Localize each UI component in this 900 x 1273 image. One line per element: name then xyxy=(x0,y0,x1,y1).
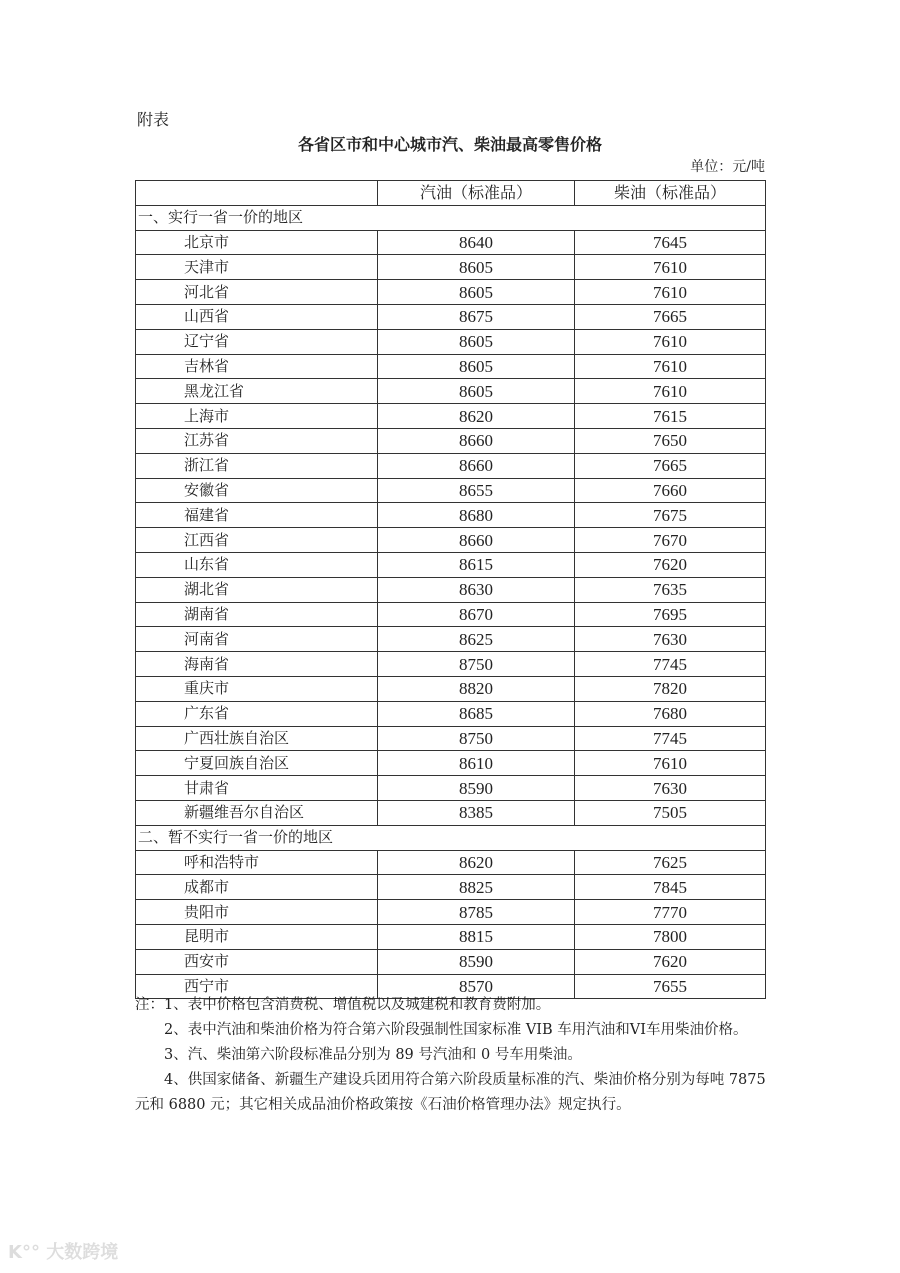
diesel-price: 7770 xyxy=(575,900,766,925)
section-row xyxy=(136,205,766,230)
diesel-price: 7820 xyxy=(575,676,766,701)
gasoline-price: 8660 xyxy=(378,453,575,478)
diesel-price: 7620 xyxy=(575,552,766,577)
gasoline-price: 8750 xyxy=(378,652,575,677)
gasoline-price: 8605 xyxy=(378,329,575,354)
notes xyxy=(135,993,770,1118)
region-name: 山东省 xyxy=(136,552,378,577)
gasoline-price: 8620 xyxy=(378,404,575,429)
diesel-price: 7675 xyxy=(575,503,766,528)
gasoline-price: 8825 xyxy=(378,875,575,900)
gasoline-price: 8815 xyxy=(378,924,575,949)
region-name: 西安市 xyxy=(136,949,378,974)
diesel-price: 7655 xyxy=(575,974,766,999)
table-row xyxy=(136,552,766,577)
table-row xyxy=(136,255,766,280)
table-row xyxy=(136,404,766,429)
gasoline-price: 8570 xyxy=(378,974,575,999)
table-row xyxy=(136,800,766,825)
table-row xyxy=(136,776,766,801)
region-name: 成都市 xyxy=(136,875,378,900)
table-row xyxy=(136,949,766,974)
table-row xyxy=(136,900,766,925)
region-name: 福建省 xyxy=(136,503,378,528)
gasoline-price: 8820 xyxy=(378,676,575,701)
table-row xyxy=(136,652,766,677)
gasoline-price: 8625 xyxy=(378,627,575,652)
gasoline-price: 8605 xyxy=(378,379,575,404)
diesel-price: 7615 xyxy=(575,404,766,429)
table-row xyxy=(136,726,766,751)
price-table xyxy=(135,180,766,999)
gasoline-price: 8660 xyxy=(378,528,575,553)
table-row xyxy=(136,503,766,528)
region-name: 昆明市 xyxy=(136,924,378,949)
note-4: 4、供国家储备、新疆生产建设兵团用符合第六阶段质量标准的汽、柴油价格分别为每吨 7875 元和 6880 元；其它相关成品油价格政策按《石油价格管理办法》规定执行。 xyxy=(135,1072,766,1113)
header-diesel: 柴油（标准品） xyxy=(575,181,766,206)
region-name: 浙江省 xyxy=(136,453,378,478)
region-name: 河南省 xyxy=(136,627,378,652)
gasoline-price: 8615 xyxy=(378,552,575,577)
region-name: 宁夏回族自治区 xyxy=(136,751,378,776)
unit-label: 单位：元/吨 xyxy=(690,159,765,175)
region-name: 上海市 xyxy=(136,404,378,429)
gasoline-price: 8785 xyxy=(378,900,575,925)
table-row xyxy=(136,875,766,900)
diesel-price: 7745 xyxy=(575,726,766,751)
gasoline-price: 8385 xyxy=(378,800,575,825)
table-row xyxy=(136,379,766,404)
diesel-price: 7800 xyxy=(575,924,766,949)
table-row xyxy=(136,428,766,453)
diesel-price: 7645 xyxy=(575,230,766,255)
gasoline-price: 8640 xyxy=(378,230,575,255)
table-row xyxy=(136,478,766,503)
region-name: 山西省 xyxy=(136,304,378,329)
region-name: 辽宁省 xyxy=(136,329,378,354)
table-row xyxy=(136,751,766,776)
note-2: 2、表中汽油和柴油价格为符合第六阶段强制性国家标准 VIB 车用汽油和VI车用柴油价格。 xyxy=(164,1022,748,1038)
gasoline-price: 8680 xyxy=(378,503,575,528)
diesel-price: 7610 xyxy=(575,354,766,379)
gasoline-price: 8675 xyxy=(378,304,575,329)
region-name: 河北省 xyxy=(136,280,378,305)
region-name: 江西省 xyxy=(136,528,378,553)
table-row xyxy=(136,924,766,949)
diesel-price: 7680 xyxy=(575,701,766,726)
region-name: 甘肃省 xyxy=(136,776,378,801)
diesel-price: 7505 xyxy=(575,800,766,825)
diesel-price: 7630 xyxy=(575,776,766,801)
diesel-price: 7660 xyxy=(575,478,766,503)
diesel-price: 7610 xyxy=(575,255,766,280)
diesel-price: 7695 xyxy=(575,602,766,627)
section-title: 一、实行一省一价的地区 xyxy=(136,205,766,230)
gasoline-price: 8605 xyxy=(378,354,575,379)
watermark-logo: K°° 大数跨境 xyxy=(8,1242,119,1263)
region-name: 天津市 xyxy=(136,255,378,280)
diesel-price: 7610 xyxy=(575,280,766,305)
table-row xyxy=(136,528,766,553)
table-row xyxy=(136,453,766,478)
diesel-price: 7610 xyxy=(575,329,766,354)
note-3: 3、汽、柴油第六阶段标准品分别为 89 号汽油和 0 号车用柴油。 xyxy=(164,1047,582,1063)
gasoline-price: 8620 xyxy=(378,850,575,875)
table-row xyxy=(136,627,766,652)
diesel-price: 7665 xyxy=(575,453,766,478)
diesel-price: 7620 xyxy=(575,949,766,974)
gasoline-price: 8630 xyxy=(378,577,575,602)
table-row xyxy=(136,850,766,875)
diesel-price: 7610 xyxy=(575,751,766,776)
diesel-price: 7745 xyxy=(575,652,766,677)
diesel-price: 7665 xyxy=(575,304,766,329)
gasoline-price: 8610 xyxy=(378,751,575,776)
diesel-price: 7630 xyxy=(575,627,766,652)
region-name: 北京市 xyxy=(136,230,378,255)
region-name: 湖北省 xyxy=(136,577,378,602)
diesel-price: 7670 xyxy=(575,528,766,553)
section-row xyxy=(136,825,766,850)
note-1: 注：1、表中价格包含消费税、增值税以及城建税和教育费附加。 xyxy=(135,997,551,1013)
gasoline-price: 8660 xyxy=(378,428,575,453)
region-name: 广东省 xyxy=(136,701,378,726)
header-region xyxy=(136,181,378,206)
region-name: 江苏省 xyxy=(136,428,378,453)
watermark-text: 大数跨境 xyxy=(46,1242,119,1263)
region-name: 西宁市 xyxy=(136,974,378,999)
table-row xyxy=(136,701,766,726)
table-row xyxy=(136,329,766,354)
table-row xyxy=(136,304,766,329)
table-row xyxy=(136,354,766,379)
table-header-row xyxy=(136,181,766,206)
table-row xyxy=(136,577,766,602)
document-title: 各省区市和中心城市汽、柴油最高零售价格 xyxy=(297,135,602,154)
region-name: 广西壮族自治区 xyxy=(136,726,378,751)
table-row xyxy=(136,230,766,255)
gasoline-price: 8685 xyxy=(378,701,575,726)
table-row xyxy=(136,676,766,701)
gasoline-price: 8605 xyxy=(378,255,575,280)
region-name: 海南省 xyxy=(136,652,378,677)
gasoline-price: 8655 xyxy=(378,478,575,503)
region-name: 呼和浩特市 xyxy=(136,850,378,875)
region-name: 黑龙江省 xyxy=(136,379,378,404)
header-gasoline: 汽油（标准品） xyxy=(378,181,575,206)
region-name: 湖南省 xyxy=(136,602,378,627)
diesel-price: 7650 xyxy=(575,428,766,453)
diesel-price: 7625 xyxy=(575,850,766,875)
region-name: 吉林省 xyxy=(136,354,378,379)
region-name: 贵阳市 xyxy=(136,900,378,925)
table-row xyxy=(136,280,766,305)
diesel-price: 7635 xyxy=(575,577,766,602)
gasoline-price: 8590 xyxy=(378,776,575,801)
gasoline-price: 8750 xyxy=(378,726,575,751)
gasoline-price: 8590 xyxy=(378,949,575,974)
appendix-label: 附表 xyxy=(137,110,170,129)
region-name: 新疆维吾尔自治区 xyxy=(136,800,378,825)
gasoline-price: 8670 xyxy=(378,602,575,627)
diesel-price: 7610 xyxy=(575,379,766,404)
region-name: 安徽省 xyxy=(136,478,378,503)
table-row xyxy=(136,602,766,627)
diesel-price: 7845 xyxy=(575,875,766,900)
gasoline-price: 8605 xyxy=(378,280,575,305)
region-name: 重庆市 xyxy=(136,676,378,701)
section-title: 二、暂不实行一省一价的地区 xyxy=(136,825,766,850)
